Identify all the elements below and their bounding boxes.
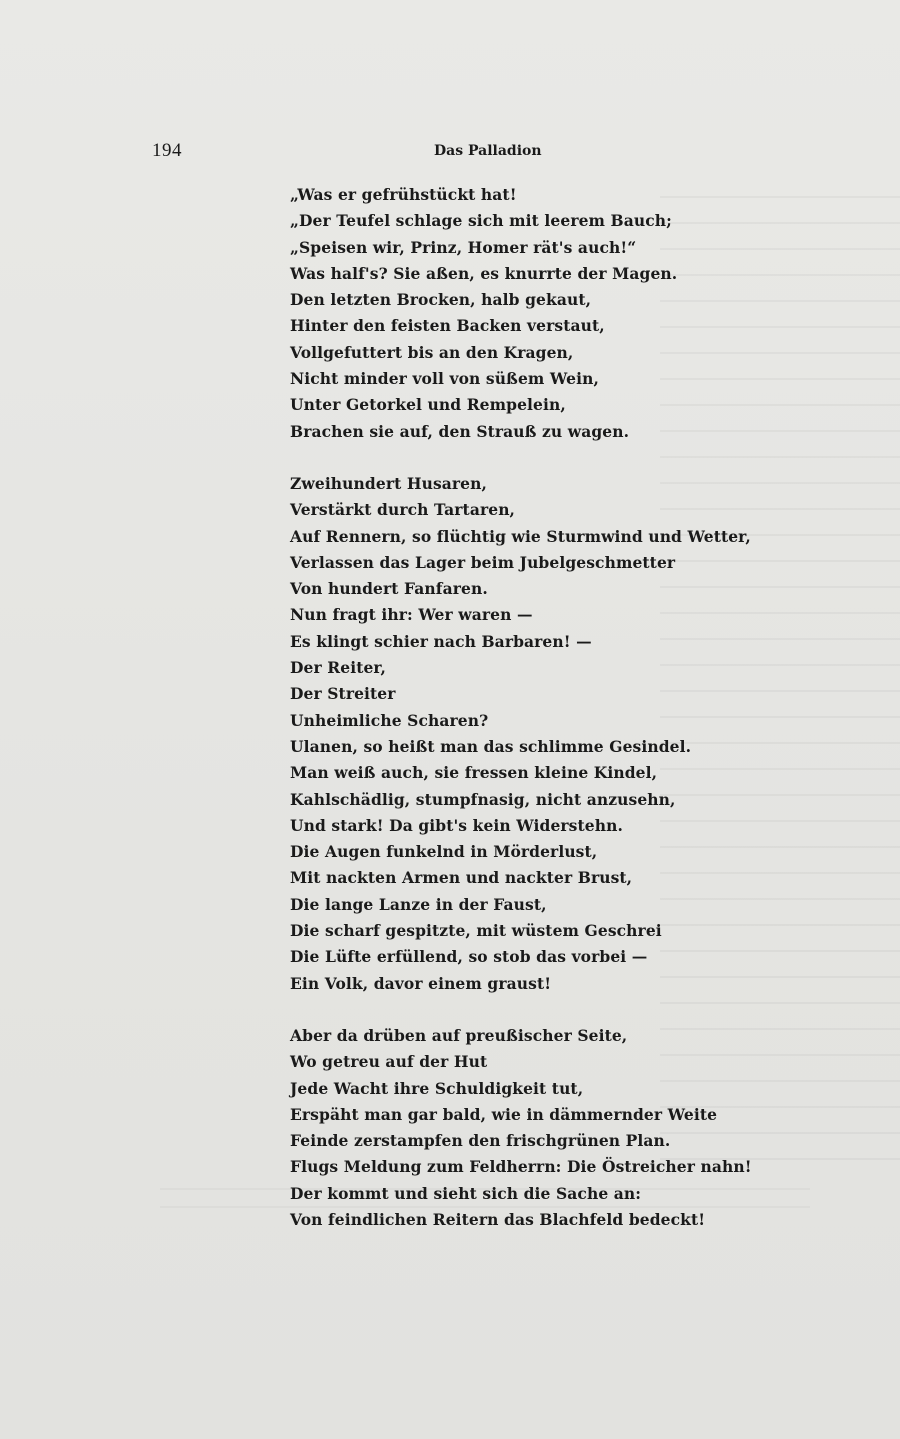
stanza [290, 471, 750, 997]
stanza [290, 1023, 750, 1233]
poem-line: Unheimliche Scharen? [290, 710, 489, 730]
poem-line: „Was er gefrühstückt hat! [290, 185, 517, 204]
poem-line: Aber da drüben auf preußischer Seite, [290, 1025, 628, 1045]
poem-line: Zweihundert Husaren, [290, 473, 488, 493]
poem-line: Die scharf gespitzte, mit wüstem Geschrei [290, 921, 662, 941]
poem-line: Wo getreu auf der Hut [290, 1052, 488, 1072]
page-header [152, 140, 752, 164]
running-title: Das Palladion [434, 143, 542, 159]
poem-line: Jede Wacht ihre Schuldigkeit tut, [290, 1078, 584, 1098]
poem-line: Verstärkt durch Tartaren, [290, 500, 516, 520]
poem-line: Auf Rennern, so flüchtig wie Sturmwind und Wetter, [290, 526, 751, 546]
poem-line: Der kommt und sieht sich die Sache an: [290, 1183, 642, 1203]
poem-line: Die Augen funkelnd in Mörderlust, [290, 842, 598, 862]
poem-line: Es klingt schier nach Barbaren! — [290, 631, 592, 651]
poem-line: Nun fragt ihr: Wer waren — [290, 605, 533, 625]
poem-line: Man weiß auch, sie fressen kleine Kindel, [290, 763, 658, 783]
poem-line: Flugs Meldung zum Feldherrn: Die Östreicher nahn! [290, 1157, 752, 1177]
poem-line: Nicht minder voll von süßem Wein, [290, 369, 599, 389]
stanza [290, 182, 750, 445]
poem-line: Unter Getorkel und Rempelein, [290, 395, 566, 415]
poem-line: Von hundert Fanfaren. [290, 579, 488, 599]
poem-line: Der Reiter, [290, 658, 387, 678]
poem-line: „Speisen wir, Prinz, Homer rät's auch!“ [290, 237, 637, 257]
poem-body [290, 182, 750, 1233]
poem-line: „Der Teufel schlage sich mit leerem Bauch; [290, 211, 672, 231]
poem-line: Verlassen das Lager beim Jubelgeschmetter [290, 552, 676, 572]
poem-line: Hinter den feisten Backen verstaut, [290, 316, 605, 336]
poem-line: Was half's? Sie aßen, es knurrte der Magen. [290, 263, 678, 283]
page-number: 194 [152, 140, 182, 161]
poem-line: Erspäht man gar bald, wie in dämmernder Weite [290, 1104, 718, 1124]
poem-line: Ulanen, so heißt man das schlimme Gesindel. [290, 736, 692, 756]
poem-line: Kahlschädlig, stumpfnasig, nicht anzusehn, [290, 789, 676, 809]
poem-line: Die lange Lanze in der Faust, [290, 894, 547, 914]
poem-line: Brachen sie auf, den Strauß zu wagen. [290, 421, 630, 441]
poem-line: Feinde zerstampfen den frischgrünen Plan. [290, 1131, 671, 1151]
poem-line: Mit nackten Armen und nackter Brust, [290, 868, 633, 888]
poem-line: Die Lüfte erfüllend, so stob das vorbei — [290, 947, 648, 967]
poem-line: Vollgefuttert bis an den Kragen, [290, 342, 574, 362]
poem-line: Der Streiter [290, 684, 396, 704]
poem-line: Ein Volk, davor einem graust! [290, 973, 552, 993]
poem-line: Und stark! Da gibt's kein Widerstehn. [290, 815, 623, 835]
poem-line: Den letzten Brocken, halb gekaut, [290, 290, 592, 310]
poem-line: Von feindlichen Reitern das Blachfeld bedeckt! [290, 1209, 706, 1229]
